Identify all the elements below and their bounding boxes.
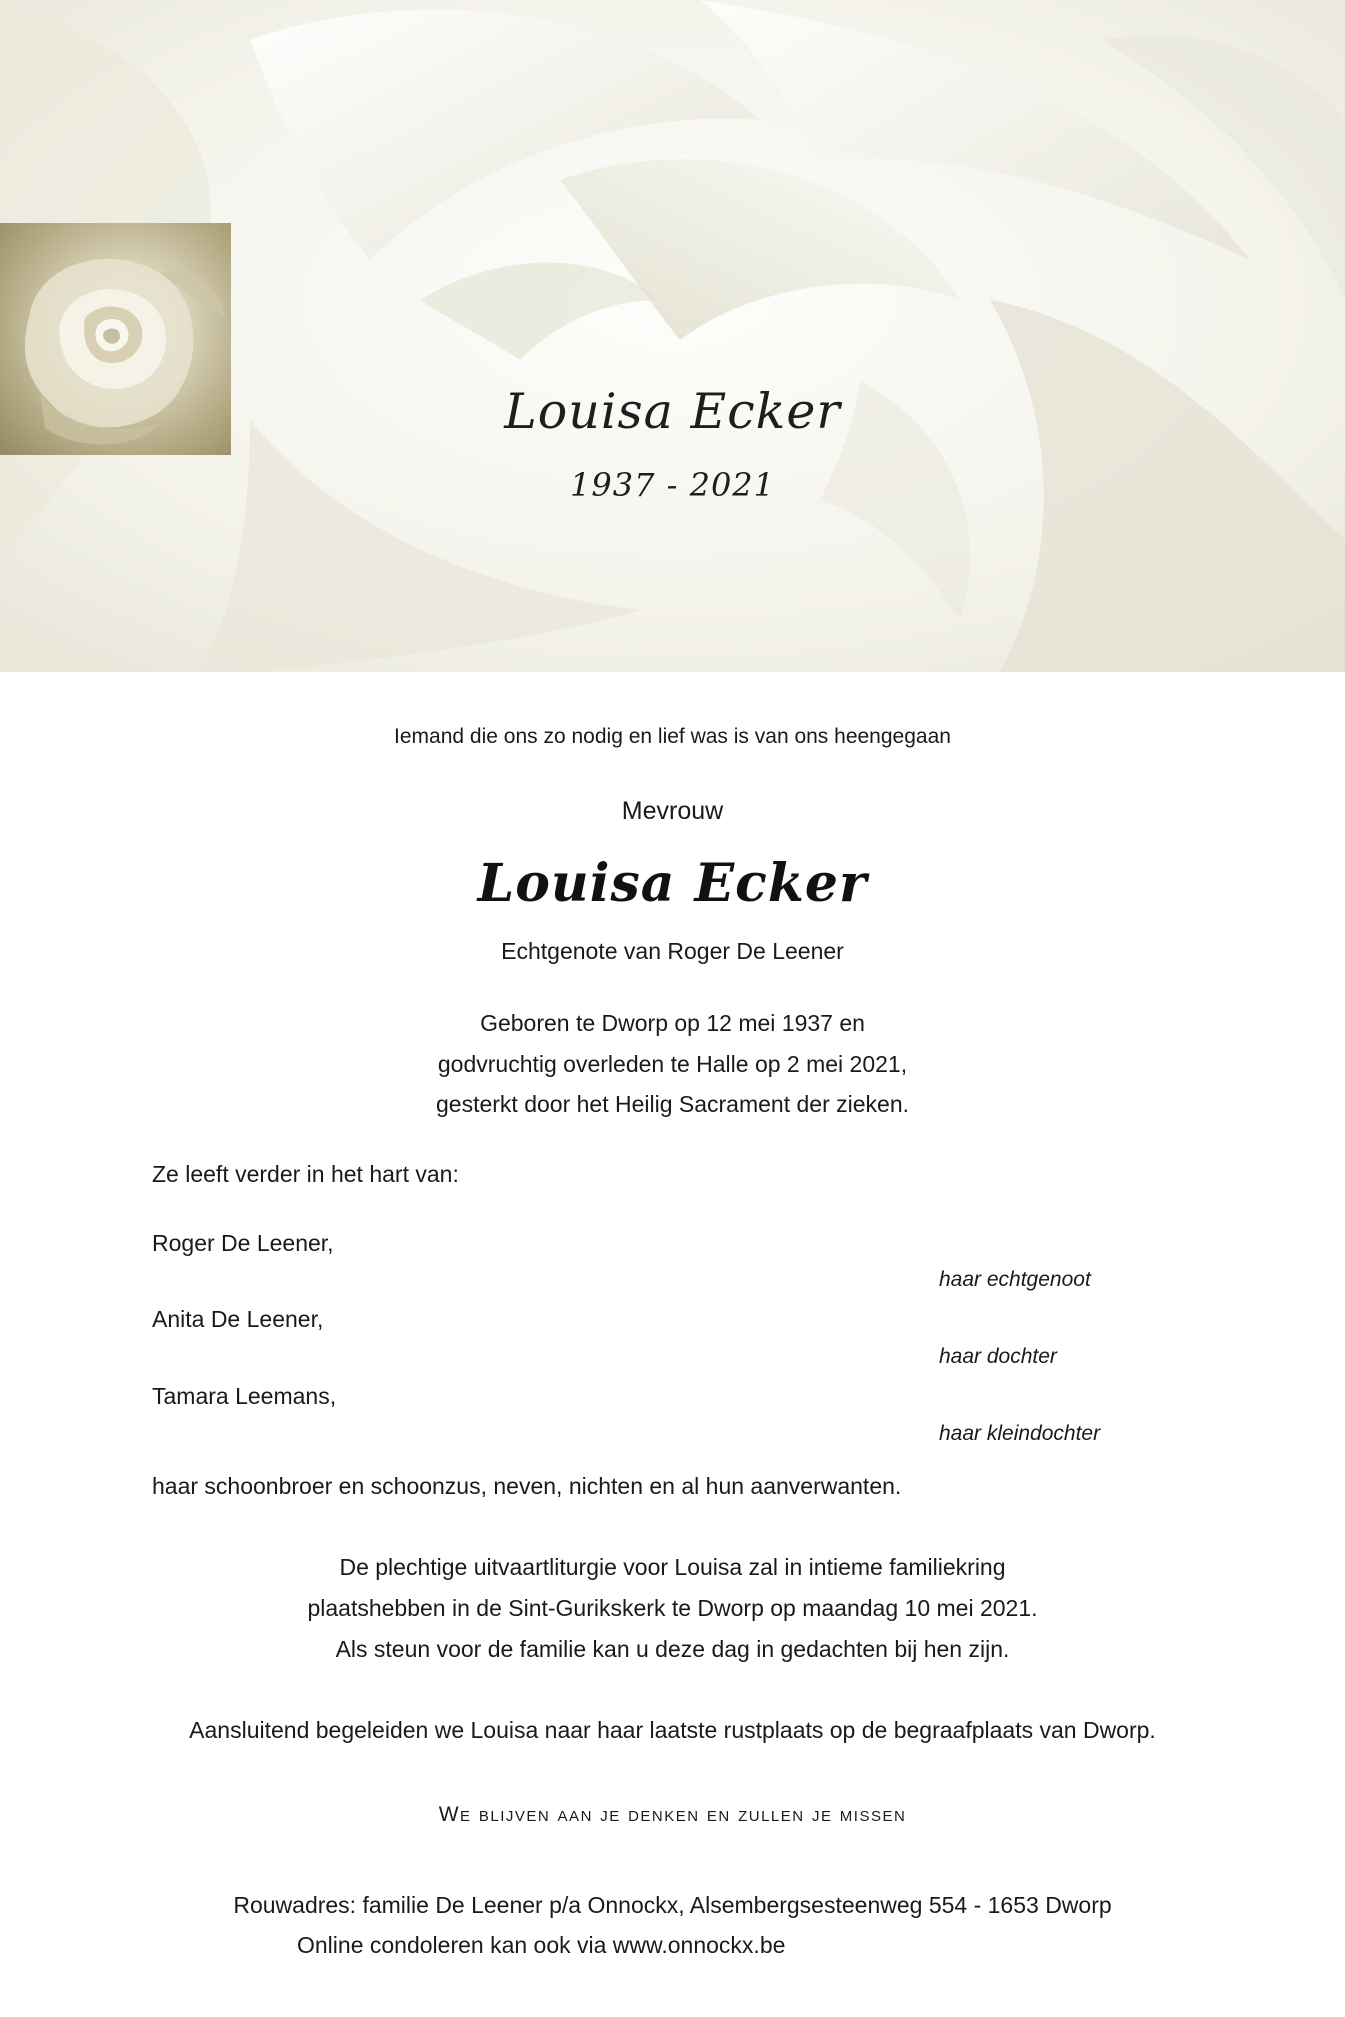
family-role-3: haar kleindochter — [939, 1422, 1101, 1445]
intro-text: Iemand die ons zo nodig en lief was is van ons heengegaan — [394, 725, 951, 748]
deceased-name: Louisa Ecker — [477, 853, 868, 914]
family-name-3: Tamara Leemans, — [152, 1383, 337, 1409]
header-name: Louisa Ecker — [504, 383, 841, 440]
lives-on-text: Ze leeft verder in het hart van: — [152, 1161, 459, 1187]
mourning-address: Rouwadres: familie De Leener p/a Onnockx, Alsembergsesteenweg 554 - 1653 Dworp — [233, 1892, 1112, 1918]
birth-death-line-2: godvruchtig overleden te Halle op 2 mei 2021, — [437, 1051, 908, 1077]
funeral-line-1: De plechtige uitvaartliturgie voor Louisa zal in intieme familiekring — [339, 1554, 1006, 1580]
burial-text: Aansluitend begeleiden we Louisa naar haar laatste rustplaats op de begraafplaats van Dworp. — [189, 1717, 1156, 1743]
funeral-line-2: plaatshebben in de Sint-Gurikskerk te Dworp op maandag 10 mei 2021. — [307, 1595, 1038, 1621]
spouse-line: Echtgenote van Roger De Leener — [501, 938, 844, 964]
title-text: Mevrouw — [621, 797, 724, 825]
family-name-1: Roger De Leener, — [152, 1230, 334, 1256]
family-name-2: Anita De Leener, — [152, 1306, 324, 1332]
family-role-2: haar dochter — [939, 1345, 1057, 1368]
other-relatives: haar schoonbroer en schoonzus, neven, nichten en al hun aanverwanten. — [152, 1473, 902, 1499]
header-rose-background — [0, 0, 1345, 672]
funeral-line-3: Als steun voor de familie kan u deze dag in gedachten bij hen zijn. — [335, 1636, 1010, 1662]
header-years: 1937 - 2021 — [569, 466, 776, 504]
birth-death-line-1: Geboren te Dworp op 12 mei 1937 en — [480, 1010, 865, 1036]
motto-text: We blijven aan je denken en zullen je missen — [438, 1803, 907, 1826]
family-role-1: haar echtgenoot — [939, 1268, 1091, 1291]
birth-death-line-3: gesterkt door het Heilig Sacrament der zieken. — [435, 1091, 910, 1117]
online-condolence: Online condoleren kan ook via www.onnockx.be — [297, 1932, 786, 1958]
